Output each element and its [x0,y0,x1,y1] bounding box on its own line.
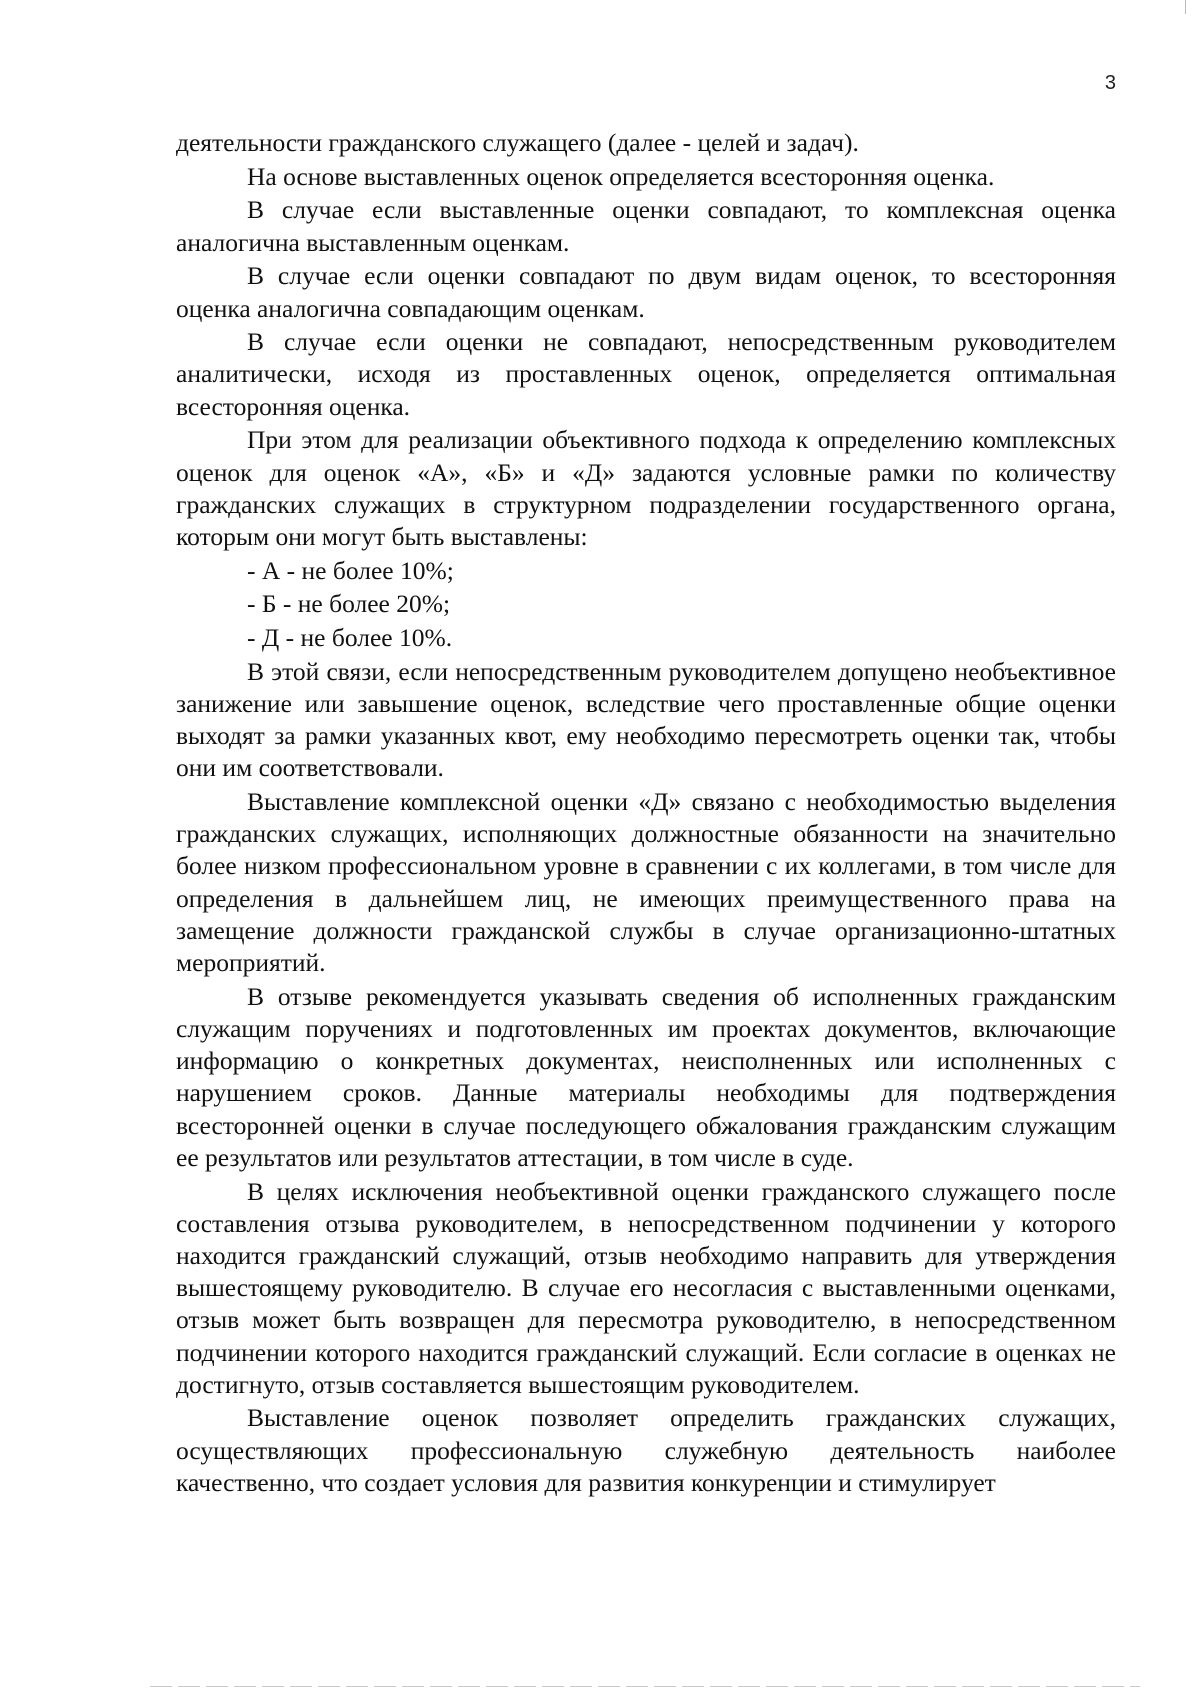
paragraph: В отзыве рекомендуется указывать сведения об исполненных гражданским служащим поручениях и подготовленных им проектах документов, включающие информацию о конкретных документах, неисполненных или исполненных с нарушением сроков. Данные материалы необходимы для подтверждения всесторонней оценки в случае последующего обжалования гражданским служащим ее результатов или результатов аттестации, в том числе в суде. [176,981,1116,1172]
paragraph: В случае если оценки совпадают по двум видам оценок, то всесторонняя оценка аналогична совпадающим оценкам. [176,261,1116,323]
paragraph: В целях исключения необъективной оценки гражданского служащего после составления отзыва руководителем, в непосредственном подчинении у которого находится гражданский служащий, отзыв необходимо направить для утверждения вышестоящему руководителю. В случае его несогласия с выставленными оценками, отзыв может быть возвращен для пересмотра руководителю, в непосредственном подчинении которого находится гражданский служащий. Если согласие в оценках не достигнуто, отзыв составляется вышестоящим руководителем. [176,1176,1116,1399]
list-item-quota-d: - Д - не более 10%. [247,623,453,653]
paragraph: Выставление оценок позволяет определить гражданских служащих, осуществляющих профессиональную служебную деятельность наиболее качественно, что создает условия для развития конкуренции и стимулирует [176,1403,1116,1497]
paragraph: Выставление комплексной оценки «Д» связано с необходимостью выделения гражданских служащих, исполняющих должностные обязанности на значительно более низком профессиональном уровне в сравнении с их коллегами, в том числе для определения в дальнейшем лиц, не имеющих преимущественного права на замещение должности гражданской службы в случае организационно-штатных мероприятий. [176,787,1116,978]
paragraph: В случае если выставленные оценки совпадают, то комплексная оценка аналогична выставленным оценкам. [176,195,1116,257]
scan-edge-mark [1185,0,1186,14]
list-item-quota-a: - А - не более 10%; [247,555,454,585]
paragraph-continuation: деятельности гражданского служащего (далее - целей и задач). [176,128,859,157]
paragraph: В этой связи, если непосредственным руководителем допущено необъективное занижение или завышение оценок, вследствие чего проставленные общие оценки выходят за рамки указанных квот, ему необходимо пересмотреть оценки так, чтобы они им соответствовали. [176,656,1116,783]
page-number: 3 [1104,72,1116,94]
paragraph: В случае если оценки не совпадают, непосредственным руководителем аналитически, исходя из проставленных оценок, определяется оптимальная всесторонняя оценка. [176,327,1116,421]
scan-edge-mark [150,1686,1140,1687]
document-body [176,127,1116,1501]
list-item-quota-b: - Б - не более 20%; [247,589,451,619]
paragraph: На основе выставленных оценок определяется всесторонняя оценка. [247,161,995,191]
paragraph: При этом для реализации объективного подхода к определению комплексных оценок для оценок «А», «Б» и «Д» задаются условные рамки по количеству гражданских служащих в структурном подразделении государственного органа, которым они могут быть выставлены: [176,425,1116,551]
